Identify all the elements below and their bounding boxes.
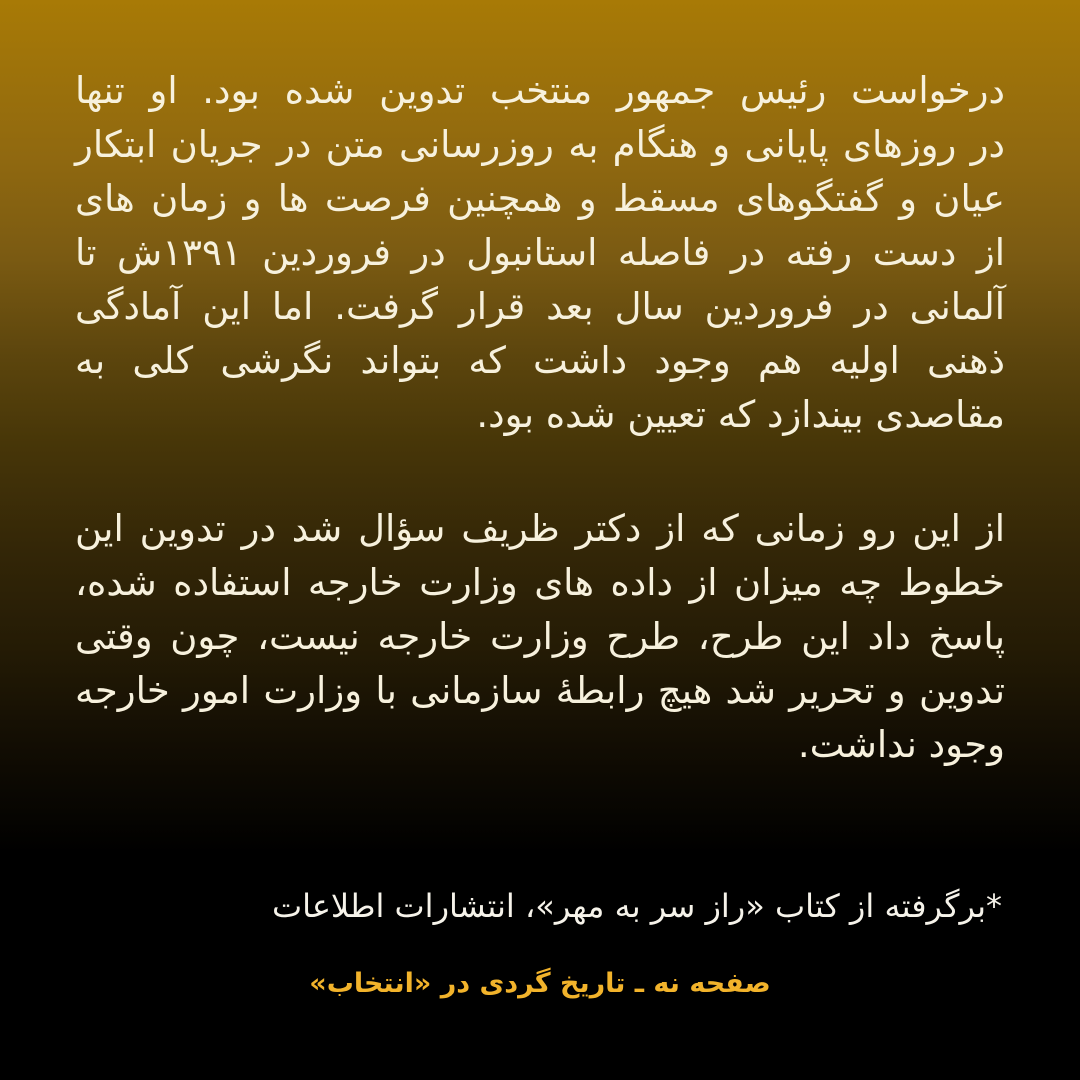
text-line: از این رو زمانی که از دکتر ظریف سؤال شد در تدوین این — [75, 507, 1005, 550]
text-line: در روزهای پایانی و هنگام به روزرسانی متن در جریان ابتکار — [75, 123, 1005, 166]
text-line: عیان و گفتگوهای مسقط و همچنین فرصت ها و زمان های — [75, 177, 1005, 220]
body-text — [75, 64, 1005, 832]
text-line: مقاصدی بیندازد که تعیین شده بود. — [476, 393, 1005, 436]
text-line: آلمانی در فروردین سال بعد قرار گرفت. اما این آمادگی — [75, 285, 1005, 328]
source-note: *برگرفته از کتاب «راز سر به مهر»، انتشارات اطلاعات — [271, 887, 1002, 925]
page-caption: صفحه نه ـ تاریخ گردی در «انتخاب» — [309, 968, 771, 999]
text-line: پاسخ داد این طرح، طرح وزارت خارجه نیست، چون وقتی — [75, 615, 1005, 658]
text-line: تدوین و تحریر شد هیچ رابطهٔ سازمانی با وزارت امور خارجه — [75, 669, 1005, 712]
text-line: از دست رفته در فاصله استانبول در فروردین ۱۳۹۱ش تا — [75, 231, 1006, 274]
text-line: درخواست رئیس جمهور منتخب تدوین شده بود. او تنها — [75, 69, 1005, 112]
text-line: ذهنی اولیه هم وجود داشت که بتواند نگرشی کلی به — [75, 339, 1005, 382]
paragraph-1 — [75, 64, 1005, 442]
text-line: خطوط چه میزان از داده های وزارت خارجه استفاده شده، — [75, 561, 1005, 604]
text-line: وجود نداشت. — [797, 723, 1005, 766]
paragraph-2 — [75, 502, 1005, 772]
